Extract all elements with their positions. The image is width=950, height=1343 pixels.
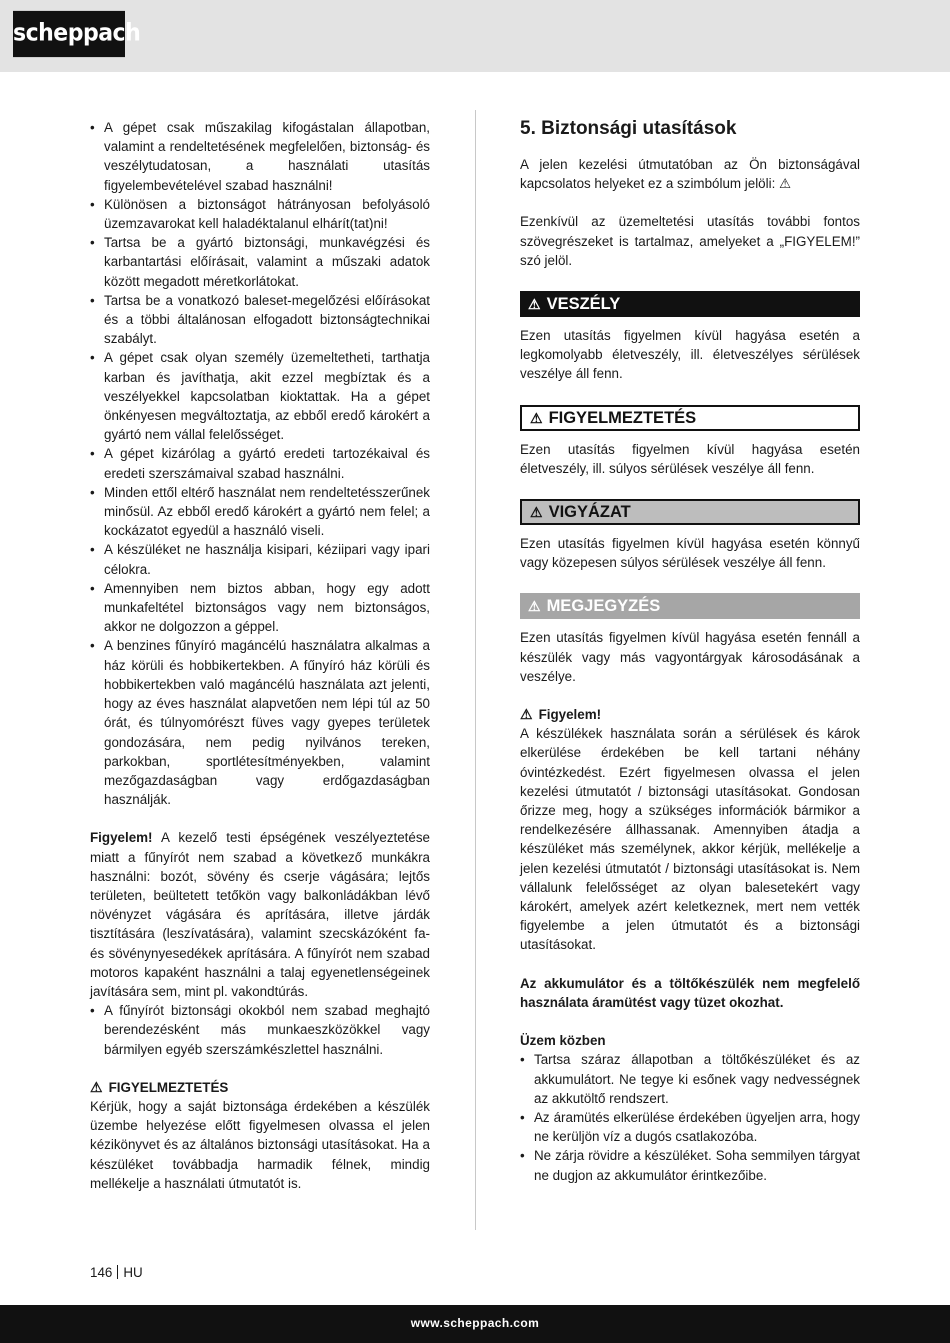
scheppach-logo: scheppach	[13, 11, 125, 57]
list-item: • Ne zárja rövidre a készüléket. Soha semmilyen tárgyat ne dugjon az akkumulátor érintkezőibe.	[520, 1146, 860, 1184]
language-code: HU	[123, 1265, 143, 1280]
website-link[interactable]: www.scheppach.com	[410, 1316, 540, 1330]
warning-triangle-icon: ⚠	[90, 1078, 103, 1095]
warning-text: Kérjük, hogy a saját biztonsága érdekében a készülék üzembe helyezése előtt figyelmesen olvassa el jelen kézikönyvet és az általános biztonsági utasításokat. Ha a készüléket továbbadja harmadik félnek, mindig mellékelje a használati útmutatót is.	[90, 1098, 430, 1191]
caution-text: Ezen utasítás figyelmen kívül hagyása esetén könnyű vagy közepesen súlyos sérülések veszélye áll fenn.	[520, 536, 860, 571]
list-item: • Tartsa be a gyártó biztonsági, munkavégzési és karbantartási előírásait, valamint a műszaki adatok között megadott méretkorlátokat.	[90, 233, 430, 291]
warning-triangle-icon: ⚠	[528, 598, 541, 615]
list-item: • Tartsa száraz állapotban a töltőkészüléket és az akkumulátort. Ne tegye ki esőnek vagy nedvességnek az akkutöltő rendszert.	[520, 1050, 860, 1108]
list-item: • Minden ettől eltérő használat nem rendeltetésszerűnek minősül. Az ebből eredő károkért a gyártó nem felel; a kockázatot egyedül a használó viseli.	[90, 483, 430, 541]
list-item: • Az áramütés elkerülése érdekében ügyeljen arra, hogy ne kerüljön víz a dugós csatlakozóba.	[520, 1108, 860, 1146]
warning-triangle-icon: ⚠	[528, 296, 541, 313]
attention-paragraph	[90, 828, 430, 1001]
operation-list	[520, 1050, 860, 1184]
intro-paragraph-2: Ezenkívül az üzemeltetési utasítás további fontos szövegrészeket is tartalmaz, amelyeket a „FIGYELEM!” szó jelöl.	[520, 214, 860, 268]
intro-paragraph-1: A jelen kezelési útmutatóban az Ön biztonságával kapcsolatos helyeket ez a szimbólum jelöli: ⚠	[520, 157, 860, 192]
warning-heading: ⚠ FIGYELMEZTETÉS	[90, 1078, 430, 1097]
usage-rules-list	[90, 118, 430, 809]
danger-text: Ezen utasítás figyelmen kívül hagyása esetén a legkomolyabb életveszély, ill. életveszélyes sérülések veszélye áll fenn.	[520, 328, 860, 382]
danger-box: ⚠ VESZÉLY	[520, 291, 860, 317]
attention-list	[90, 1001, 430, 1059]
battery-warning: Az akkumulátor és a töltőkészülék nem megfelelő használata áramütést vagy tüzet okozhat.	[520, 975, 860, 1010]
caution-box: ⚠ VIGYÁZAT	[520, 499, 860, 525]
operation-heading: Üzem közben	[520, 1033, 606, 1049]
note-box: ⚠ MEGJEGYZÉS	[520, 593, 860, 619]
warning-triangle-icon: ⚠	[520, 706, 533, 723]
column-divider	[475, 110, 476, 1230]
page-header	[0, 0, 950, 72]
list-item: • A benzines fűnyíró magáncélú használatra alkalmas a ház körüli és hobbikertekben. A fűnyíró ház körüli és hobbikertekben való magáncélú használata azt jelenti, hogy az éves használat alapvetően nem lépi túl az 50 órát, és túlnyomórészt füves vagy gyepes területek gondozására, nem pedig nyilvános tereken, parkokban, sportlétesítményekben, valamint mezőgazdaságban vagy erdőgazdaságban használják.	[90, 636, 430, 809]
warning-triangle-icon: ⚠	[530, 409, 543, 426]
list-item: • Tartsa be a vonatkozó baleset-megelőzési előírásokat és a többi általánosan elfogadott biztonságtechnikai szabályt.	[90, 291, 430, 349]
list-item: • A fűnyírót biztonsági okokból nem szabad meghajtó berendezésként más munkaeszközökkel vagy bármilyen egyéb szerszámkészlettel használni.	[90, 1001, 430, 1059]
list-item: • A készüléket ne használja kisipari, kéziipari vagy ipari célokra.	[90, 540, 430, 578]
note-text: Ezen utasítás figyelmen kívül hagyása esetén fennáll a készülék vagy más vagyontárgyak károsodásának a veszélye.	[520, 630, 860, 684]
attention-text: A készülékek használata során a sérülések és károk elkerülése érdekében be kell tartani néhány óvintézkedést. Ezért figyelmesen olvassa el jelen kezelési útmutatót / biztonsági utasításokat. Gondosan őrizze meg, hogy a szükséges információk bármikor a rendelkezésére állhassanak. Amennyiben átadja a készüléket más személynek, akkor kérjük, mellékelje a jelen kezelési útmutatót / biztonsági utasításokat is. Nem vállalunk felelősséget az olyan balesetekért vagy károkért, amelyek azért keletkeznek, mert nem vették figyelembe a jelen útmutatót és a biztonsági utasításokat.	[520, 726, 860, 953]
list-item: • A gépet kizárólag a gyártó eredeti tartozékaival és eredeti szerszámaival szabad használni.	[90, 444, 430, 482]
list-item: • A gépet csak műszakilag kifogástalan állapotban, valamint a rendeltetésének megfelelően, biztonság- és veszélytudatosan, a használati utasítás figyelembevételével szabad használni!	[90, 118, 430, 195]
list-item: • Amennyiben nem biztos abban, hogy egy adott munkafeltétel biztonságos vagy nem biztonságos, akkor ne dolgozzon a géppel.	[90, 579, 430, 637]
warning-triangle-icon: ⚠	[530, 504, 543, 521]
list-item: • Különösen a biztonságot hátrányosan befolyásoló üzemzavarokat kell haladéktalanul elhárít(tat)ni!	[90, 195, 430, 233]
left-column	[90, 118, 430, 1193]
attention-text: A kezelő testi épségének veszélyeztetése miatt a fűnyírót nem szabad a következő munkákra használni: bozót, sövény és cserje vágására; lejtős területen, beültetett tetőkön vagy balkonládákban lévő növényzet vágására és aprítására, illetve járdák tisztítására (leszívatására), valamint szecskázóként fa- és sövénynyesedékek aprítására. A fűnyírót nem szabad motoros kapaként használni a talaj egyenetlenségeinek javítására sem, mint pl. vakondtúrás.	[90, 830, 430, 999]
page-number: 146 HU	[90, 1265, 143, 1280]
section-title: 5. Biztonsági utasítások	[520, 118, 737, 139]
right-column	[520, 118, 860, 1185]
attention-heading: ⚠ Figyelem!	[520, 705, 860, 724]
warning-box: ⚠ FIGYELMEZTETÉS	[520, 405, 860, 431]
attention-label: Figyelem!	[90, 830, 153, 846]
warning-box-text: Ezen utasítás figyelmen kívül hagyása esetén életveszély, ill. súlyos sérülések veszélye áll fenn.	[520, 441, 860, 476]
list-item: • A gépet csak olyan személy üzemeltetheti, tarthatja karban és javíthatja, akit ezzel megbíztak és a veszélyekkel kapcsolatban kioktattak. Ha a gépet önkényesen megváltoztatja, az ebből eredő károkért a gyártó nem vállal felelősséget.	[90, 348, 430, 444]
